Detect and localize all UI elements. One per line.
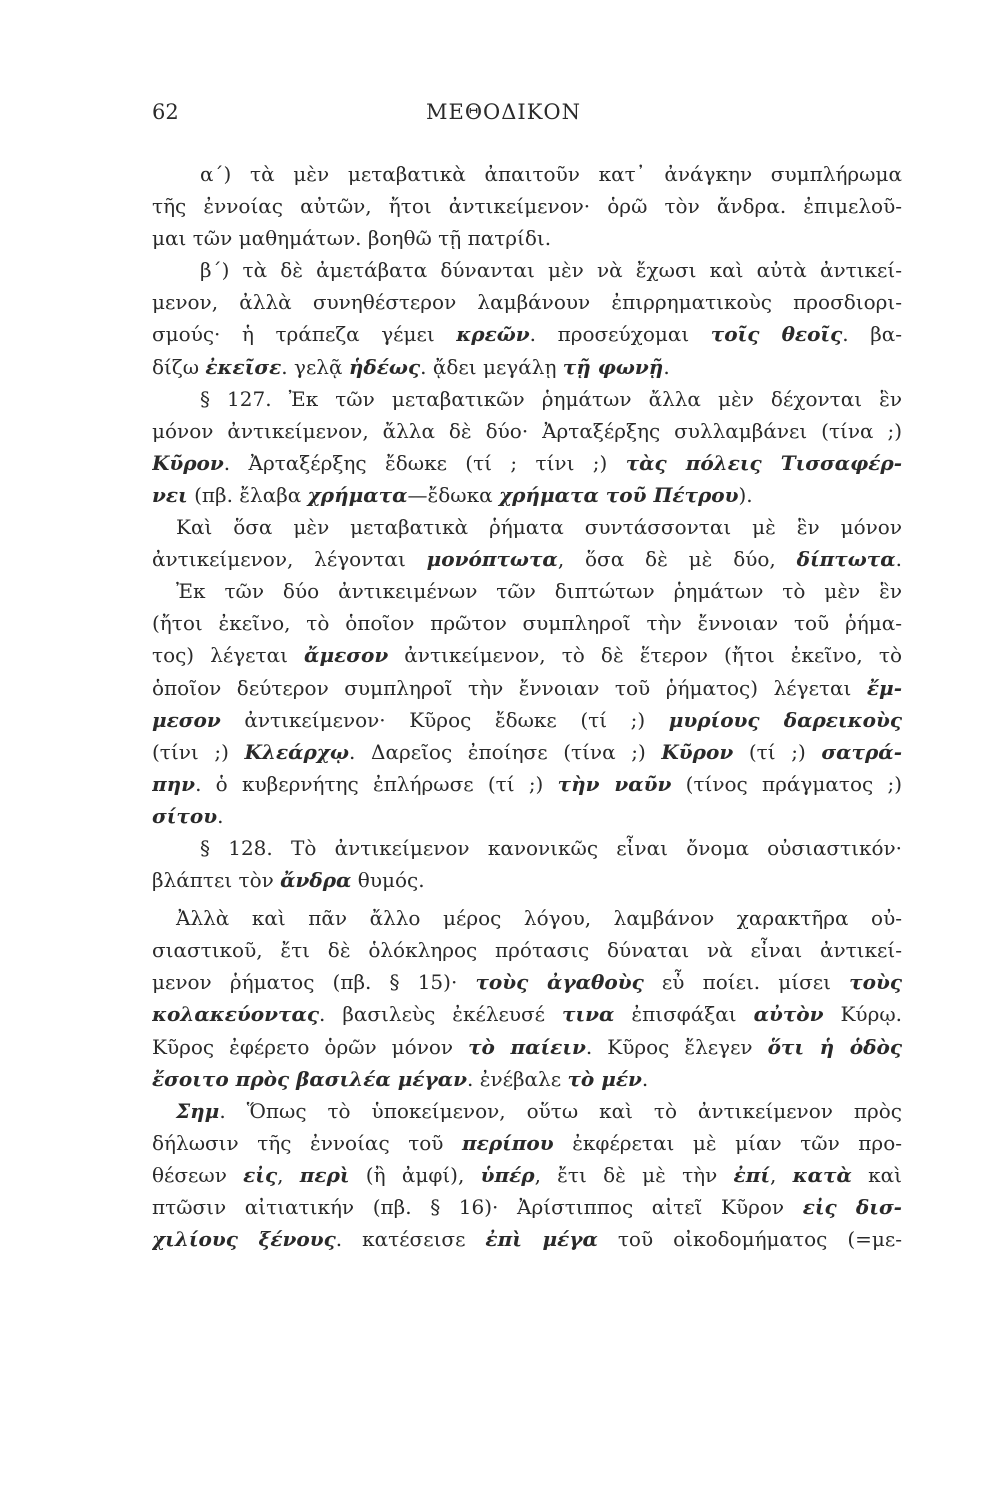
text-line: [152, 158, 902, 190]
emphasized-text: Σημ: [176, 1098, 220, 1123]
text-segment: .: [663, 354, 670, 379]
emphasized-text: Κῦρον: [661, 739, 734, 764]
text-segment: . Ὅπως τὸ ὑποκείμενον, οὕτω καὶ τὸ ἀντικείμενον πρὸς: [219, 1098, 902, 1123]
text-segment: εὖ ποίει. μίσει: [643, 970, 850, 995]
text-segment: (πβ. ἔλαβα: [187, 482, 308, 507]
text-segment: καὶ: [851, 1162, 902, 1187]
emphasized-text: ἡδέως: [348, 354, 421, 379]
text-segment: (τίνι ;): [152, 739, 245, 764]
text-line: [152, 575, 902, 607]
text-line: [152, 222, 902, 254]
emphasized-text: τὴν ναῦν: [557, 771, 672, 796]
text-segment: σμούς· ἡ τράπεζα γέμει: [152, 322, 457, 347]
emphasized-text: περὶ: [299, 1162, 350, 1187]
emphasized-text: αὐτὸν: [753, 1002, 824, 1027]
text-line: [152, 864, 902, 896]
text-segment: βλάπτει τὸν: [152, 868, 281, 893]
emphasized-text: ἔσοιτο πρὸς βασιλέα μέγαν: [152, 1066, 467, 1091]
emphasized-text: ἄνδρα: [280, 868, 352, 893]
emphasized-text: κατὰ: [792, 1162, 852, 1187]
emphasized-text: εἰς δισ-: [802, 1195, 902, 1219]
text-line: [152, 736, 902, 768]
emphasized-text: κρεῶν: [456, 322, 530, 347]
text-segment: .: [217, 803, 224, 828]
text-segment: .: [641, 1066, 649, 1091]
text-line: [152, 1031, 902, 1063]
text-segment: (τί ;): [733, 739, 822, 764]
text-segment: τος) λέγεται: [152, 643, 305, 668]
text-segment: .: [895, 547, 902, 572]
text-segment: , ὅσα δὲ μὲ δύο,: [557, 547, 797, 572]
emphasized-text: τοῖς θεοῖς: [710, 322, 843, 347]
text-line: [152, 934, 902, 966]
text-segment: δήλωσιν τῆς ἐννοίας τοῦ: [152, 1130, 463, 1155]
text-line: [152, 415, 902, 447]
emphasized-text: ἔμ-: [866, 675, 902, 700]
emphasized-text: τοὺς: [849, 970, 902, 995]
emphasized-text: ἐκεῖσε: [205, 354, 282, 379]
emphasized-text: ἐπί: [733, 1162, 771, 1187]
page-header: [0, 100, 1007, 130]
emphasized-text: Κλεάρχῳ: [244, 739, 349, 764]
text-segment: Κύρῳ.: [823, 1002, 902, 1027]
text-line: [152, 607, 902, 639]
text-segment: . κατέσεισε: [335, 1227, 486, 1252]
text-segment: σιαστικοῦ, ἔτι δὲ ὁλόκληρος πρότασις δύναται νὰ εἶναι ἀντικεί-: [152, 938, 902, 963]
text-segment: μαι τῶν μαθημάτων. βοηθῶ τῇ πατρίδι.: [152, 226, 552, 251]
text-segment: ἀντικείμενον· Κῦρος ἔδωκε (τί ;): [220, 707, 669, 732]
text-line: [152, 1191, 902, 1223]
text-segment: Ἀλλὰ καὶ πᾶν ἄλλο μέρος λόγου, λαμβάνον χαρακτῆρα οὐ-: [176, 906, 902, 931]
text-segment: ἀντικείμενον, τὸ δὲ ἕτερον (ἤτοι ἐκεῖνο, τὸ: [388, 643, 902, 668]
emphasized-text: νει: [152, 482, 188, 507]
emphasized-text: μονόπτωτα: [426, 547, 558, 572]
text-segment: . βα-: [842, 322, 902, 347]
emphasized-text: κολακεύοντας: [152, 1002, 320, 1027]
emphasized-text: τινα: [562, 1002, 615, 1027]
text-segment: ,: [770, 1162, 793, 1187]
text-segment: —ἔδωκα: [407, 482, 499, 507]
text-line: [152, 383, 902, 415]
emphasized-text: ὅτι ἡ ὁδὸς: [767, 1034, 902, 1059]
text-segment: . Κῦρος ἔλεγεν: [585, 1034, 768, 1059]
text-segment: ἐπισφάξαι: [614, 1002, 754, 1027]
text-line: [152, 318, 902, 350]
emphasized-text: πην: [152, 771, 196, 796]
text-line: [152, 543, 902, 575]
text-segment: β΄) τὰ δὲ ἀμετάβατα δύνανται μὲν νὰ ἔχωσι καὶ αὐτὰ ἀντικεί-: [200, 258, 902, 283]
emphasized-text: τὸ παίειν: [468, 1034, 586, 1059]
text-segment: , ἔτι δὲ μὲ τὴν: [534, 1162, 734, 1187]
text-line: [152, 351, 902, 383]
text-segment: τῆς ἐννοίας αὐτῶν, ἤτοι ἀντικείμενον· ὁρῶ τὸν ἄνδρα. ἐπιμελοῦ-: [152, 194, 902, 219]
running-title: ΜΕΘΟΔΙΚΟΝ: [425, 100, 581, 124]
emphasized-text: δίπτωτα: [796, 547, 896, 572]
text-line: [152, 190, 902, 222]
emphasized-text: μεσον: [152, 707, 221, 732]
text-segment: ,: [277, 1162, 300, 1187]
text-segment: . γελᾷ: [281, 354, 349, 379]
text-segment: ).: [738, 482, 753, 507]
text-segment: . ἐνέβαλε: [467, 1066, 568, 1091]
text-line: [152, 800, 902, 832]
text-line: [152, 672, 902, 704]
body-text: [152, 158, 902, 1255]
emphasized-text: ἄμεσον: [304, 643, 389, 668]
emphasized-text: εἰς: [243, 1162, 278, 1187]
emphasized-text: περίπου: [462, 1130, 554, 1155]
text-line: [152, 998, 902, 1030]
text-line: [152, 1127, 902, 1159]
emphasized-text: σίτου: [152, 803, 218, 828]
text-line: [152, 447, 902, 479]
text-segment: . ὁ κυβερνήτης ἐπλήρωσε (τί ;): [195, 771, 558, 796]
text-line: [152, 286, 902, 318]
text-segment: δίζω: [152, 354, 206, 379]
emphasized-text: τῇ φωνῇ: [562, 354, 664, 379]
emphasized-text: μυρίους δαρεικοὺς: [668, 707, 902, 732]
emphasized-text: τὸ μέν: [567, 1066, 642, 1091]
emphasized-text: σατρά-: [821, 739, 902, 764]
emphasized-text: χρήματα τοῦ Πέτρου: [498, 482, 739, 507]
page-number: 62: [152, 100, 179, 124]
text-line: [152, 966, 902, 998]
text-line: [152, 1223, 902, 1255]
emphasized-text: ὑπέρ: [480, 1162, 535, 1187]
text-segment: μενον ῥήματος (πβ. § 15)·: [152, 970, 476, 995]
text-segment: θέσεων: [152, 1162, 244, 1187]
text-segment: πτῶσιν αἰτιατικήν (πβ. § 16)· Ἀρίστιππος αἰτεῖ Κῦρον: [152, 1195, 803, 1219]
text-line: [152, 1095, 902, 1127]
text-segment: (ἤτοι ἐκεῖνο, τὸ ὁποῖον πρῶτον συμπληροῖ τὴν ἔννοιαν τοῦ ῥήμα-: [152, 611, 902, 636]
emphasized-text: τὰς πόλεις Τισσαφέρ-: [625, 450, 902, 475]
emphasized-text: χρήματα: [307, 482, 408, 507]
text-segment: . Ἀρταξέρξης ἔδωκε (τί ; τίνι ;): [223, 450, 626, 475]
text-segment: Κῦρος ἐφέρετο ὁρῶν μόνον: [152, 1034, 469, 1059]
emphasized-text: χιλίους ξένους: [152, 1227, 336, 1252]
text-segment: μόνον ἀντικείμενον, ἄλλα δὲ δύο· Ἀρταξέρξης συλλαμβάνει (τίνα ;): [152, 418, 902, 443]
text-line: [152, 768, 902, 800]
text-segment: . προσεύχομαι: [529, 322, 711, 347]
text-line: [152, 479, 902, 511]
text-segment: . ᾄδει μεγάλῃ: [420, 354, 563, 379]
text-segment: (τίνος πράγματος ;): [671, 771, 902, 796]
text-segment: τοῦ οἰκοδομήματος (=με-: [597, 1227, 902, 1252]
text-segment: ἐκφέρεται μὲ μίαν τῶν προ-: [553, 1130, 902, 1155]
text-segment: ἀντικείμενον, λέγονται: [152, 547, 427, 572]
emphasized-text: Κῦρον: [152, 450, 224, 475]
text-line: [152, 254, 902, 286]
emphasized-text: ἐπὶ μέγα: [485, 1227, 598, 1252]
text-segment: θυμός.: [351, 868, 425, 893]
text-line: [152, 902, 902, 934]
text-segment: . βασιλεὺς ἐκέλευσέ: [319, 1002, 562, 1027]
text-line: [152, 1159, 902, 1191]
text-line: [152, 832, 902, 864]
text-segment: ὁποῖον δεύτερον συμπληροῖ τὴν ἔννοιαν τοῦ ῥήματος) λέγεται: [152, 675, 867, 700]
text-line: [152, 704, 902, 736]
text-segment: μενον, ἀλλὰ συνηθέστερον λαμβάνουν ἐπιρρηματικοὺς προσδιορι-: [152, 290, 902, 315]
text-segment: § 127. Ἐκ τῶν μεταβατικῶν ῥημάτων ἄλλα μὲν δέχονται ἓν: [200, 386, 902, 411]
text-segment: § 128. Τὸ ἀντικείμενον κανονικῶς εἶναι ὄνομα οὐσιαστικόν·: [200, 835, 902, 860]
emphasized-text: τοὺς ἀγαθοὺς: [475, 970, 644, 995]
text-segment: α΄) τὰ μὲν μεταβατικὰ ἀπαιτοῦν κατ᾽ ἀνάγκην συμπλήρωμα: [200, 162, 902, 186]
text-segment: Ἐκ τῶν δύο ἀντικειμένων τῶν διπτώτων ῥημάτων τὸ μὲν ἓν: [176, 579, 902, 604]
text-segment: Καὶ ὅσα μὲν μεταβατικὰ ῥήματα συντάσσονται μὲ ἓν μόνον: [176, 515, 902, 540]
text-segment: (ἢ ἀμφί),: [349, 1162, 481, 1187]
text-line: [152, 639, 902, 671]
text-line: [152, 511, 902, 543]
text-line: [152, 1063, 902, 1095]
text-segment: . Δαρεῖος ἐποίησε (τίνα ;): [349, 739, 662, 764]
